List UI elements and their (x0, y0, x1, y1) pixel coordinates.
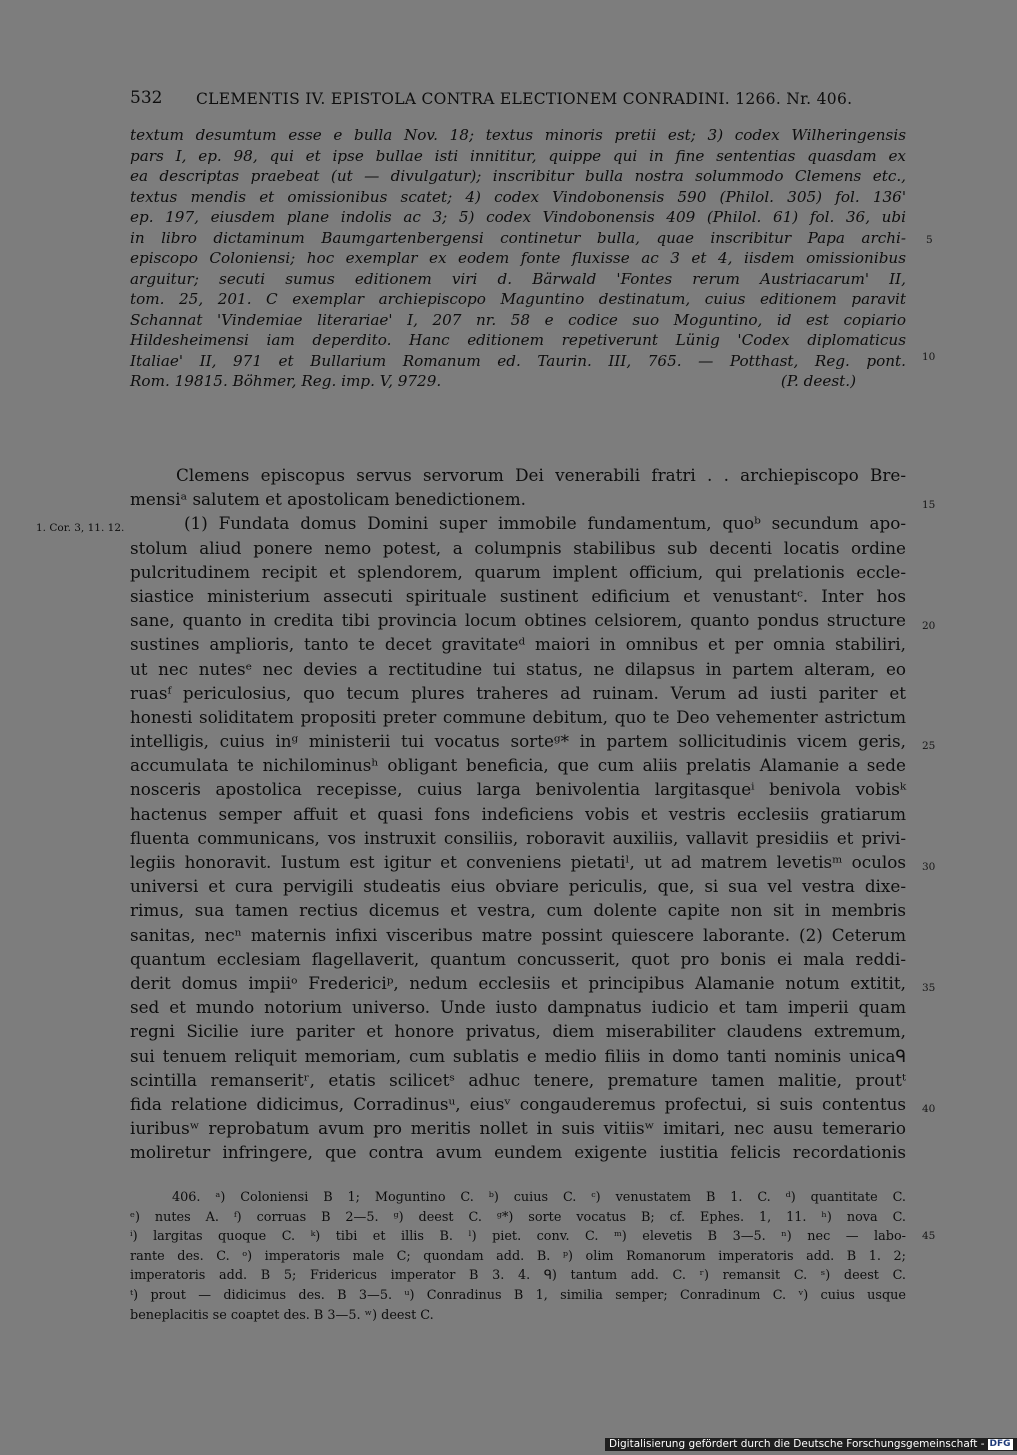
letter-line: sanitas, necⁿ maternis infixi visceribus matre possint quiescere laborante. (2) Ceterum (130, 924, 906, 945)
footnote-line: ⁱ) largitas quoque C. ᵏ) tibi et illis B. ˡ) piet. conv. C. ᵐ) elevetis B 3—5. ⁿ) nec — labo- (130, 1229, 906, 1245)
line-number: 45 (922, 1230, 936, 1242)
footnote-line: rante des. C. ᵒ) imperatoris male C; quondam add. B. ᵖ) olim Romanorum imperatoris add. B 1. 2; (130, 1248, 906, 1264)
intro-line: Schannat 'Vindemiae literariae' I, 207 nr. 58 e codice suo Moguntino, id est copiario (130, 310, 906, 329)
intro-line: arguitur; secuti sumus editionem viri d. Bärwald 'Fontes rerum Austriacarum' II, (130, 269, 906, 288)
line-number: 40 (922, 1103, 936, 1115)
intro-line-text: Rom. 19815. Böhmer, Reg. imp. V, 9729. (130, 372, 442, 390)
intro-line: textum desumtum esse e bulla Nov. 18; textus minoris pretii est; 3) codex Wilheringensis (130, 126, 906, 144)
letter-line: sustines amplioris, tanto te decet gravitateᵈ maiori in omnibus et per omnia stabiliri, (130, 634, 906, 655)
funding-footer (605, 1438, 1017, 1451)
letter-text (130, 463, 906, 1164)
intro-line: tom. 25, 201. C exemplar archiepiscopo Maguntino destinatum, cuius editionem paravit (130, 290, 906, 308)
page-number: 532 (130, 88, 163, 108)
footnote-line: 406. ᵃ) Coloniensi B 1; Moguntino C. ᵇ) cuius C. ᶜ) venustatem B 1. C. ᵈ) quantitate C. (172, 1190, 906, 1205)
intro-line: ea descriptas praebeat (ut — divulgatur); inscribitur bulla nostra solummodo Clemens etc., (130, 167, 906, 185)
intro-line: textus mendis et omissionibus scatet; 4) codex Vindobonensis 590 (Philol. 305) fol. 136' (130, 187, 906, 206)
letter-line: fluenta communicans, vos instruxit consiliis, roboravit auxiliis, vallavit presidiis et privi- (130, 827, 906, 848)
footnote-line: ᵗ) prout — didicimus des. B 3—5. ᵘ) Conradinus B 1, similia semper; Conradinum C. ᵛ) cuius usque (130, 1287, 906, 1303)
introductory-note (130, 125, 906, 392)
line-number: 35 (922, 982, 936, 994)
line-number: 30 (922, 861, 936, 873)
line-number: 10 (922, 351, 936, 363)
running-title: CLEMENTIS IV. EPISTOLA CONTRA ELECTIONEM CONRADINI. 1266. Nr. 406. (196, 90, 853, 108)
letter-line: hactenus semper affuit et quasi fons indeficiens vobis et vestris ecclesiis gratiarum (130, 803, 906, 824)
footnote-line: beneplacitis se coaptet des. B 3—5. ʷ) deest C. (130, 1307, 434, 1323)
intro-line: pars I, ep. 98, qui et ipse bullae isti innititur, quippe qui in fine sententias quasdam ex (130, 146, 906, 165)
line-number: 20 (922, 620, 936, 632)
letter-line: iuribusʷ reprobatum avum pro meritis nollet in suis vitiisʷ imitari, nec ausu temerario (130, 1118, 906, 1139)
letter-line: fida relatione didicimus, Corradinusᵘ, eiusᵛ congauderemus profectui, si suis contentus (130, 1093, 906, 1114)
letter-line: sed et mundo notorium universo. Unde iusto dampnatus iudicio et tam imperii quam (130, 997, 906, 1018)
intro-line: in libro dictaminum Baumgartenbergensi continetur bulla, quae inscribitur Papa archi- (130, 228, 906, 247)
margin-reference: 1. Cor. 3, 11. 12. (36, 522, 125, 534)
running-header (130, 88, 906, 114)
intro-line: Hildesheimensi iam deperdito. Hanc editionem repetiverunt Lünig 'Codex diplomaticus (130, 331, 906, 349)
letter-line: intelligis, cuius inᵍ ministerii tui vocatus sorteᵍ* in partem sollicitudinis vicem geris, (130, 731, 906, 752)
letter-line: sane, quanto in credita tibi provincia locum obtines celsiorem, quanto pondus structure (130, 610, 906, 631)
line-number: 25 (922, 740, 936, 752)
intro-line: episcopo Coloniensi; hoc exemplar ex eodem fonte fluxisse ac 3 et 4, iisdem omissionibus (130, 249, 906, 267)
intro-line (130, 371, 906, 392)
footnote-line: imperatoris add. B 5; Fridericus imperator B 3. 4. ᑫ) tantum add. C. ʳ) remansit C. ˢ) deest C. (130, 1268, 906, 1284)
letter-line: ut nec nutesᵉ nec devies a rectitudine tui status, ne dilapsus in partem alteram, eo (130, 658, 906, 679)
line-number: 15 (922, 499, 936, 511)
letter-line: derit domus impiiᵒ Fredericiᵖ, nedum ecclesiis et principibus Alamanie notum extitit, (130, 972, 906, 993)
letter-line: stolum aliud ponere nemo potest, a columpnis stabilibus sub decenti locatis ordine (130, 537, 906, 558)
letter-line: (1) Fundata domus Domini super immobile fundamentum, quoᵇ secundum apo- (184, 513, 906, 534)
letter-line: accumulata te nichilominusʰ obligant beneficia, que cum aliis prelatis Alamanie a sede (130, 755, 906, 776)
critical-apparatus (130, 1188, 906, 1325)
letter-line: rimus, sua tamen rectius dicemus et vestra, cum dolente capite non sit in membris (130, 900, 906, 921)
letter-line: ruasᶠ periculosius, quo tecum plures traheres ad ruinam. Verum ad iusti pariter et (130, 682, 906, 703)
intro-line: Italiae' II, 971 et Bullarium Romanum ed. Taurin. III, 765. — Potthast, Reg. pont. (130, 351, 906, 370)
line-number: 5 (926, 234, 933, 246)
letter-line: sui tenuem reliquit memoriam, cum sublatis e medio filiis in domo tanti nominis unicaᑫ (130, 1045, 906, 1066)
letter-line: quantum ecclesiam flagellaverit, quantum concusserit, quot pro bonis ei mala reddi- (130, 948, 906, 969)
letter-line: honesti soliditatem propositi preter commune debitum, quo te Deo vehementer astrictum (130, 706, 906, 727)
letter-line: legiis honoravit. Iustum est igitur et conveniens pietatiˡ, ut ad matrem levetisᵐ oculos (130, 852, 906, 872)
letter-line: universi et cura pervigili studeatis eius obviare periculis, que, si sua vel vestra dixe- (130, 876, 906, 897)
letter-line: scintilla remanseritʳ, etatis scilicetˢ adhuc tenere, premature tamen malitie, proutᵗ (130, 1069, 906, 1090)
letter-line: moliretur infringere, que contra avum eundem exigente iustitia felicis recordationis (130, 1142, 906, 1163)
regest-note: (P. deest.) (780, 372, 856, 390)
footer-text: Digitalisierung gefördert durch die Deutsche Forschungsgemeinschaft - (609, 1438, 985, 1450)
footnote-line: ᵉ) nutes A. ᶠ) corruas B 2—5. ᵍ) deest C. ᵍ*) sorte vocatus B; cf. Ephes. 1, 11. ʰ) nova C. (130, 1209, 906, 1225)
letter-line: siastice ministerium assecuti spirituale sustinent edificium et venustantᶜ. Inter hos (130, 585, 906, 606)
letter-line: mensiᵃ salutem et apostolicam benedictionem. (130, 489, 526, 510)
letter-line: pulcritudinem recipit et splendorem, quarum implent officium, qui prelationis eccle- (130, 561, 906, 582)
letter-line: Clemens episcopus servus servorum Dei venerabili fratri . . archiepiscopo Bre- (176, 465, 906, 485)
intro-line: ep. 197, eiusdem plane indolis ac 3; 5) codex Vindobonensis 409 (Philol. 61) fol. 36, ubi (130, 208, 906, 226)
dfg-logo: DFG (989, 1438, 1011, 1449)
letter-line: regni Sicilie iure pariter et honore privatus, diem miserabiliter claudens extremum, (130, 1021, 906, 1042)
letter-line: nosceris apostolica recepisse, cuius larga benivolentia largitasqueⁱ benivola vobisᵏ (130, 779, 906, 800)
